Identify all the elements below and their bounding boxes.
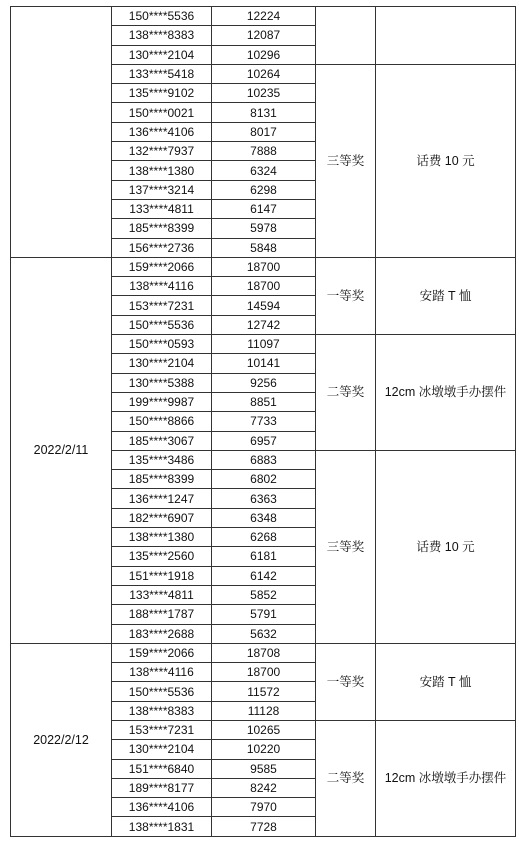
score-cell: 6181 <box>212 547 316 566</box>
score-cell: 10264 <box>212 64 316 83</box>
phone-number-cell: 150****0021 <box>112 103 212 122</box>
reward-cell: 12cm 冰墩墩手办摆件 <box>376 335 516 451</box>
phone-number-cell: 138****4116 <box>112 663 212 682</box>
phone-number-cell: 130****2104 <box>112 45 212 64</box>
score-cell: 5791 <box>212 605 316 624</box>
phone-number-cell: 138****1380 <box>112 161 212 180</box>
score-cell: 18700 <box>212 257 316 276</box>
score-cell: 10265 <box>212 720 316 739</box>
score-cell: 6142 <box>212 566 316 585</box>
reward-cell <box>376 7 516 65</box>
prize-winners-table <box>10 6 516 837</box>
phone-number-cell: 133****4811 <box>112 199 212 218</box>
score-cell: 18700 <box>212 663 316 682</box>
phone-number-cell: 151****1918 <box>112 566 212 585</box>
score-cell: 6957 <box>212 431 316 450</box>
prize-level-cell: 三等奖 <box>316 450 376 643</box>
score-cell: 6883 <box>212 450 316 469</box>
prize-level-cell: 一等奖 <box>316 257 376 334</box>
score-cell: 6324 <box>212 161 316 180</box>
phone-number-cell: 135****2560 <box>112 547 212 566</box>
score-cell: 8851 <box>212 392 316 411</box>
score-cell: 12087 <box>212 26 316 45</box>
prize-level-cell: 二等奖 <box>316 720 376 836</box>
phone-number-cell: 183****2688 <box>112 624 212 643</box>
prize-level-cell: 三等奖 <box>316 64 376 257</box>
phone-number-cell: 185****8399 <box>112 470 212 489</box>
reward-cell: 话费 10 元 <box>376 64 516 257</box>
score-cell: 10141 <box>212 354 316 373</box>
phone-number-cell: 135****9102 <box>112 84 212 103</box>
phone-number-cell: 150****5536 <box>112 315 212 334</box>
phone-number-cell: 135****3486 <box>112 450 212 469</box>
draw-date-cell: 2022/2/12 <box>11 643 112 836</box>
table-row <box>11 7 516 26</box>
phone-number-cell: 138****1380 <box>112 528 212 547</box>
phone-number-cell: 185****8399 <box>112 219 212 238</box>
phone-number-cell: 132****7937 <box>112 142 212 161</box>
draw-date-cell <box>11 7 112 258</box>
score-cell: 10296 <box>212 45 316 64</box>
score-cell: 9585 <box>212 759 316 778</box>
phone-number-cell: 189****8177 <box>112 778 212 797</box>
phone-number-cell: 130****5388 <box>112 373 212 392</box>
score-cell: 6298 <box>212 180 316 199</box>
phone-number-cell: 136****4106 <box>112 122 212 141</box>
reward-cell: 安踏 T 恤 <box>376 643 516 720</box>
score-cell: 12742 <box>212 315 316 334</box>
table-row <box>11 257 516 276</box>
phone-number-cell: 182****6907 <box>112 508 212 527</box>
phone-number-cell: 153****7231 <box>112 296 212 315</box>
prize-level-cell: 一等奖 <box>316 643 376 720</box>
score-cell: 6147 <box>212 199 316 218</box>
phone-number-cell: 133****4811 <box>112 585 212 604</box>
score-cell: 11572 <box>212 682 316 701</box>
phone-number-cell: 199****9987 <box>112 392 212 411</box>
score-cell: 7728 <box>212 817 316 836</box>
score-cell: 8017 <box>212 122 316 141</box>
phone-number-cell: 130****2104 <box>112 354 212 373</box>
phone-number-cell: 137****3214 <box>112 180 212 199</box>
score-cell: 10220 <box>212 740 316 759</box>
score-cell: 18708 <box>212 643 316 662</box>
phone-number-cell: 156****2736 <box>112 238 212 257</box>
score-cell: 18700 <box>212 277 316 296</box>
reward-cell: 12cm 冰墩墩手办摆件 <box>376 720 516 836</box>
reward-cell: 话费 10 元 <box>376 450 516 643</box>
prize-level-cell <box>316 7 376 65</box>
score-cell: 7970 <box>212 798 316 817</box>
score-cell: 5852 <box>212 585 316 604</box>
draw-date-cell: 2022/2/11 <box>11 257 112 643</box>
phone-number-cell: 150****5536 <box>112 7 212 26</box>
score-cell: 12224 <box>212 7 316 26</box>
prize-table-body <box>11 7 516 837</box>
score-cell: 6268 <box>212 528 316 547</box>
score-cell: 14594 <box>212 296 316 315</box>
score-cell: 5978 <box>212 219 316 238</box>
phone-number-cell: 185****3067 <box>112 431 212 450</box>
score-cell: 9256 <box>212 373 316 392</box>
phone-number-cell: 151****6840 <box>112 759 212 778</box>
phone-number-cell: 138****4116 <box>112 277 212 296</box>
reward-cell: 安踏 T 恤 <box>376 257 516 334</box>
phone-number-cell: 159****2066 <box>112 643 212 662</box>
score-cell: 5848 <box>212 238 316 257</box>
score-cell: 7888 <box>212 142 316 161</box>
score-cell: 11128 <box>212 701 316 720</box>
phone-number-cell: 150****8866 <box>112 412 212 431</box>
score-cell: 8242 <box>212 778 316 797</box>
score-cell: 5632 <box>212 624 316 643</box>
phone-number-cell: 136****4106 <box>112 798 212 817</box>
phone-number-cell: 138****8383 <box>112 701 212 720</box>
phone-number-cell: 150****5536 <box>112 682 212 701</box>
prize-level-cell: 二等奖 <box>316 335 376 451</box>
score-cell: 11097 <box>212 335 316 354</box>
score-cell: 6802 <box>212 470 316 489</box>
score-cell: 10235 <box>212 84 316 103</box>
phone-number-cell: 188****1787 <box>112 605 212 624</box>
phone-number-cell: 138****1831 <box>112 817 212 836</box>
phone-number-cell: 133****5418 <box>112 64 212 83</box>
phone-number-cell: 136****1247 <box>112 489 212 508</box>
phone-number-cell: 150****0593 <box>112 335 212 354</box>
phone-number-cell: 153****7231 <box>112 720 212 739</box>
score-cell: 6363 <box>212 489 316 508</box>
score-cell: 8131 <box>212 103 316 122</box>
score-cell: 7733 <box>212 412 316 431</box>
score-cell: 6348 <box>212 508 316 527</box>
phone-number-cell: 159****2066 <box>112 257 212 276</box>
table-row <box>11 643 516 662</box>
phone-number-cell: 138****8383 <box>112 26 212 45</box>
phone-number-cell: 130****2104 <box>112 740 212 759</box>
